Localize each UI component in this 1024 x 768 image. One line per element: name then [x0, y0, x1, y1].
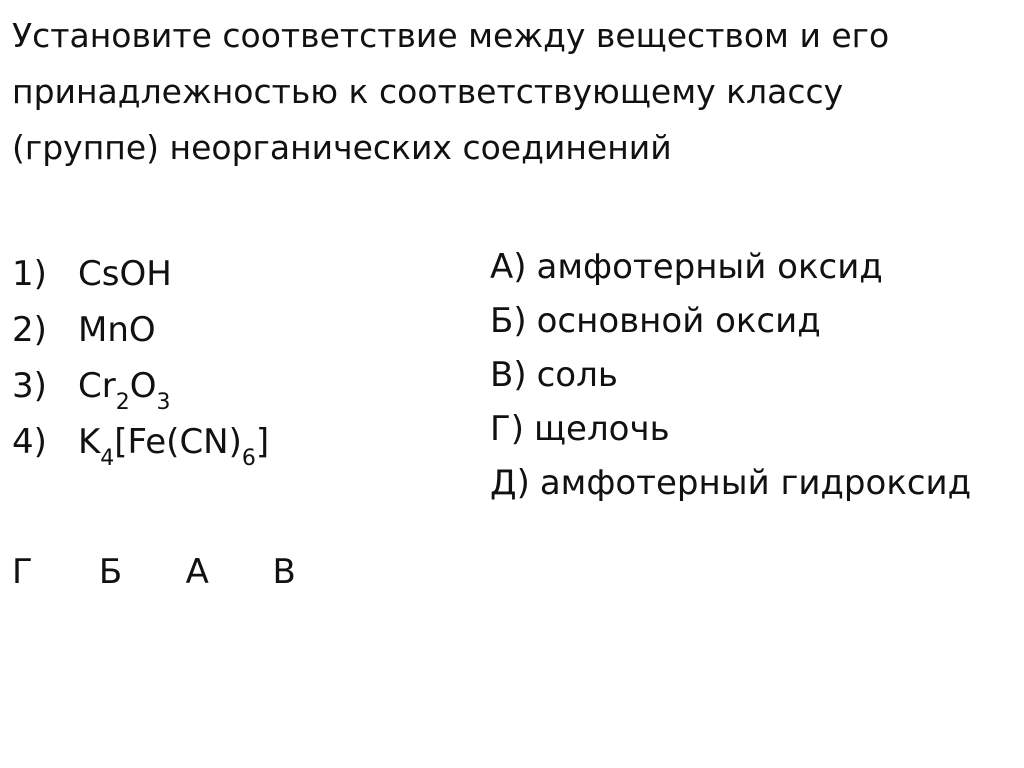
substance-item-1 [12, 246, 452, 302]
formula-subscript: 2 [115, 389, 130, 415]
class-letter: Б) [490, 301, 527, 341]
substances-list [12, 246, 452, 470]
class-label: амфотерный гидроксид [539, 463, 972, 503]
substance-formula [78, 302, 156, 358]
formula-part: MnO [78, 310, 156, 350]
class-item-d [490, 456, 1010, 510]
substance-formula [78, 414, 269, 470]
answer-row [12, 542, 348, 602]
substance-item-2 [12, 302, 452, 358]
substance-formula [78, 246, 172, 302]
substance-formula [78, 358, 170, 414]
answer-letter-3: А [185, 552, 209, 592]
class-letter: В) [490, 355, 527, 395]
title-line-1: Установите соответствие между веществом и его [12, 16, 890, 55]
title-line-2: принадлежностью к соответствующему классу [12, 72, 844, 111]
substance-number: 4) [12, 422, 47, 462]
formula-part: [Fe(CN) [114, 422, 242, 462]
class-label: основной оксид [536, 301, 821, 341]
class-item-a [490, 240, 1010, 294]
task-title [12, 8, 1012, 176]
answer-letter-1: Г [12, 552, 33, 592]
class-letter: Д) [490, 463, 530, 503]
formula-subscript: 6 [241, 445, 256, 471]
formula-subscript: 4 [100, 445, 115, 471]
answer-letter-4: В [272, 552, 296, 592]
class-label: соль [536, 355, 618, 395]
class-item-b [490, 294, 1010, 348]
formula-part: Cr [78, 366, 116, 406]
formula-part: ] [255, 422, 270, 462]
answer-letter-2: Б [98, 552, 123, 592]
class-letter: Г) [490, 409, 524, 449]
class-item-g [490, 402, 1010, 456]
substance-item-3 [12, 358, 452, 414]
formula-part: O [129, 366, 157, 406]
class-label: щелочь [534, 409, 670, 449]
class-label: амфотерный оксид [536, 247, 883, 287]
formula-part: K [78, 422, 101, 462]
substance-item-4 [12, 414, 452, 470]
formula-part: CsOH [78, 254, 172, 294]
substance-number: 2) [12, 310, 47, 350]
title-line-3: (группе) неорганических соединений [12, 128, 672, 167]
substance-number: 1) [12, 254, 47, 294]
classes-list [490, 240, 1010, 510]
substance-number: 3) [12, 366, 47, 406]
class-letter: А) [490, 247, 527, 287]
formula-subscript: 3 [156, 389, 171, 415]
class-item-v [490, 348, 1010, 402]
